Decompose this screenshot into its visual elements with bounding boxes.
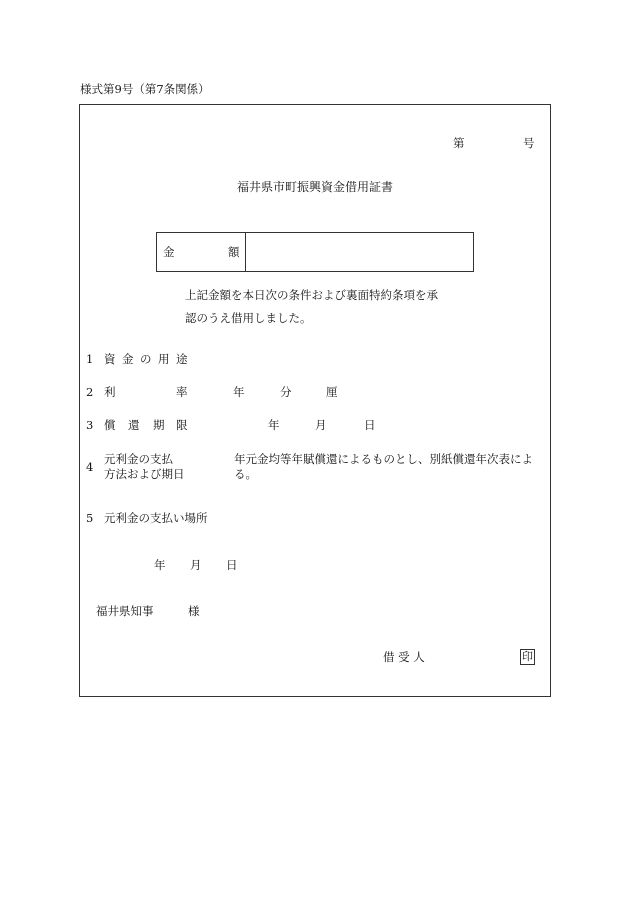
date-nen: 年	[154, 558, 166, 572]
addressee-sama: 様	[188, 604, 200, 618]
item-4-description-line-2: る。	[234, 467, 257, 481]
amount-divider	[245, 233, 246, 271]
item-3-nen: 年	[268, 418, 280, 432]
date-tsuki: 月	[190, 558, 202, 572]
item-3-hi: 日	[364, 418, 376, 432]
item-1-char: 金	[122, 352, 134, 366]
item-1-number: 1	[86, 352, 94, 366]
item-2-ritsu: 率	[176, 385, 188, 399]
statement-line-1: 上記金額を本日次の条件および裏面特約条項を承	[185, 288, 438, 302]
item-4-label-line-1: 元利金の支払	[104, 452, 173, 466]
document-title: 福井県市町振興資金借用証書	[237, 180, 394, 194]
amount-label-gaku: 額	[228, 245, 240, 259]
item-4-label-line-2: 方法および期日	[104, 467, 185, 481]
item-3-char: 限	[176, 418, 188, 432]
item-5-number: 5	[86, 511, 94, 525]
statement-line-2: 認のうえ借用しました。	[185, 311, 312, 325]
item-1-char: 途	[176, 352, 188, 366]
item-2-rin: 厘	[326, 385, 338, 399]
amount-label-kin: 金	[163, 245, 175, 259]
item-1-char: 資	[104, 352, 116, 366]
form-number-label: 様式第9号（第7条関係）	[80, 82, 210, 96]
item-3-char: 還	[128, 418, 140, 432]
item-1-char: の	[140, 352, 152, 366]
item-3-number: 3	[86, 418, 94, 432]
item-4-number: 4	[86, 460, 94, 474]
seal-mark: 印	[522, 650, 533, 663]
item-1-char: 用	[158, 352, 170, 366]
amount-box	[156, 232, 474, 272]
number-go: 号	[523, 136, 535, 150]
item-5-label: 元利金の支払い場所	[104, 511, 208, 525]
number-dai: 第	[453, 136, 465, 150]
item-2-bu: 分	[280, 385, 292, 399]
borrower-label: 借 受 人	[383, 650, 425, 664]
item-3-char: 期	[153, 418, 165, 432]
item-3-char: 償	[104, 418, 116, 432]
date-hi: 日	[226, 558, 238, 572]
item-2-nen: 年	[233, 385, 245, 399]
item-3-tsuki: 月	[315, 418, 327, 432]
addressee-name: 福井県知事	[96, 604, 154, 618]
item-2-number: 2	[86, 385, 94, 399]
item-4-description-line-1: 年元金均等年賦償還によるものとし、別紙償還年次表によ	[234, 452, 533, 466]
item-2-ri: 利	[104, 385, 116, 399]
